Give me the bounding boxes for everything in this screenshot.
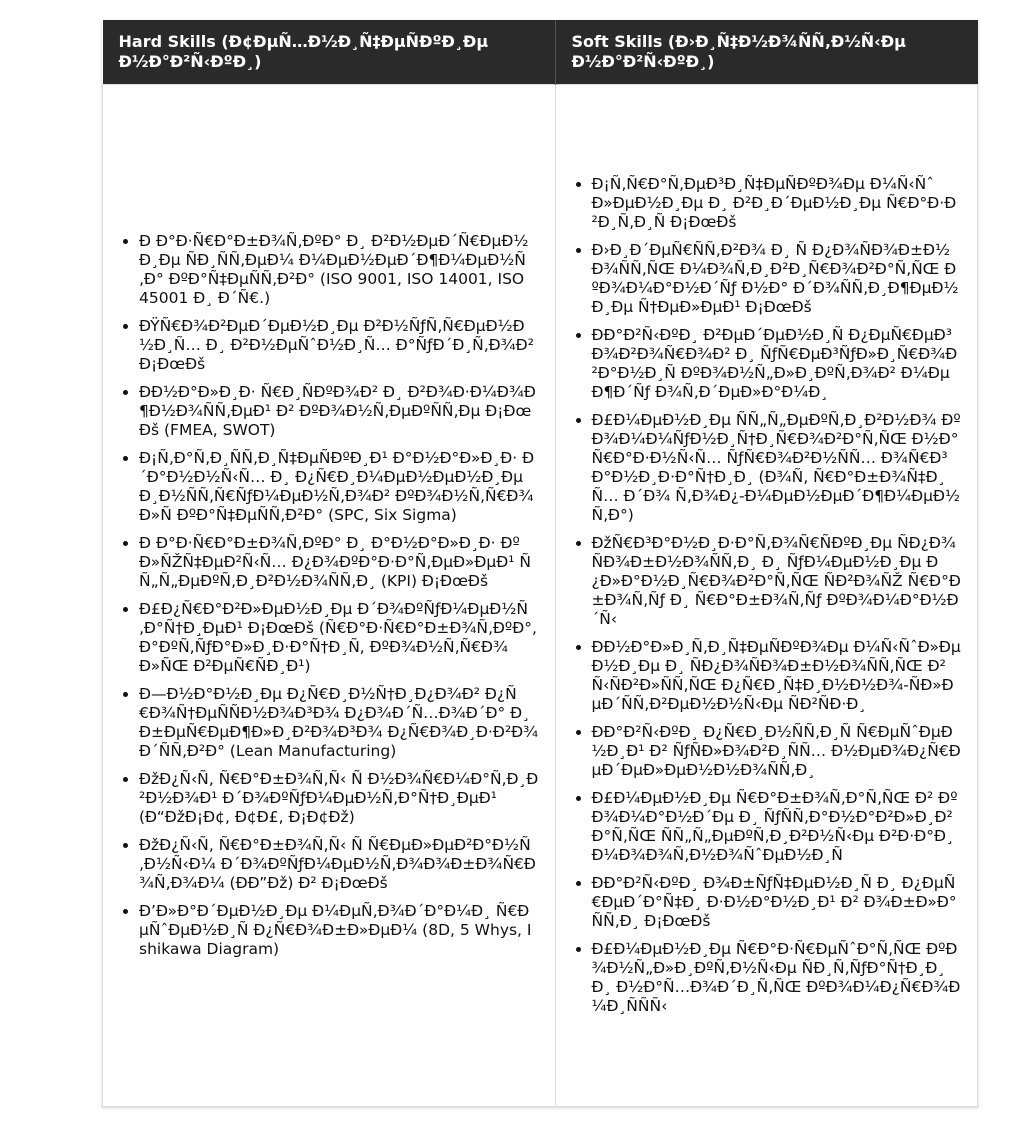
hard-skills-list [119,232,539,959]
hard-skill-item: • Ð Ð°Ð·Ñ€Ð°Ð±Ð¾Ñ‚ÐºÐ° Ð¸ Ð²Ð½ÐµÐ´Ñ€ÐµÐ½Ð¸Ðµ ÑÐ¸ÑÑ‚ÐµÐ¼ Ð¼ÐµÐ½ÐµÐ´Ð¶Ð¼ÐµÐ½Ñ‚Ð° ÐºÐ°Ñ‡ÐµÑÑ‚Ð²Ð° (ISO 9001, ISO 14001, ISO 45001 Ð¸ Ð´Ñ€.) [139,232,539,308]
soft-skills-cell [555,85,978,1107]
soft-skills-list [572,175,962,1016]
soft-skill-item: • ÐžÑ€Ð³Ð°Ð½Ð¸Ð·Ð°Ñ‚Ð¾Ñ€ÑÐºÐ¸Ðµ ÑÐ¿Ð¾ÑÐ¾Ð±Ð½Ð¾ÑÑ‚Ð¸ Ð¸ ÑƒÐ¼ÐµÐ½Ð¸Ðµ Ð¿Ð»Ð°Ð½Ð¸Ñ€Ð¾Ð²Ð°Ñ‚ÑŒ ÑÐ²Ð¾ÑŽ Ñ€Ð°Ð±Ð¾Ñ‚Ñƒ Ð¸ Ñ€Ð°Ð±Ð¾Ñ‚Ñƒ ÐºÐ¾Ð¼Ð°Ð½Ð´Ñ‹ [592,534,962,629]
hard-skill-item: • ÐžÐ¿Ñ‹Ñ‚ Ñ€Ð°Ð±Ð¾Ñ‚Ñ‹ Ñ Ð½Ð¾Ñ€Ð¼Ð°Ñ‚Ð¸Ð²Ð½Ð¾Ð¹ Ð´Ð¾ÐºÑƒÐ¼ÐµÐ½Ñ‚Ð°Ñ†Ð¸ÐµÐ¹ (Ð“ÐžÐ¡Ð¢, Ð¢Ð£, Ð¡Ð¢Ðž) [139,770,539,827]
skills-table [102,20,978,1107]
soft-skill-item: • Ð£Ð¼ÐµÐ½Ð¸Ðµ Ñ€Ð°Ð±Ð¾Ñ‚Ð°Ñ‚ÑŒ Ð² ÐºÐ¾Ð¼Ð°Ð½Ð´Ðµ Ð¸ ÑƒÑÑ‚Ð°Ð½Ð°Ð²Ð»Ð¸Ð²Ð°Ñ‚ÑŒ ÑÑ„Ñ„ÐµÐºÑ‚Ð¸Ð²Ð½Ñ‹Ðµ Ð²Ð·Ð°Ð¸Ð¼Ð¾Ð¾Ñ‚Ð½Ð¾ÑˆÐµÐ½Ð¸Ñ [592,789,962,865]
hard-skill-item: • ÐŸÑ€Ð¾Ð²ÐµÐ´ÐµÐ½Ð¸Ðµ Ð²Ð½ÑƒÑ‚Ñ€ÐµÐ½Ð½Ð¸Ñ… Ð¸ Ð²Ð½ÐµÑˆÐ½Ð¸Ñ… Ð°ÑƒÐ´Ð¸Ñ‚Ð¾Ð² Ð¡ÐœÐš [139,317,539,374]
hard-skill-item: • Ð—Ð½Ð°Ð½Ð¸Ðµ Ð¿Ñ€Ð¸Ð½Ñ†Ð¸Ð¿Ð¾Ð² Ð¿Ñ€Ð¾Ñ†ÐµÑÑÐ½Ð¾Ð³Ð¾ Ð¿Ð¾Ð´Ñ…Ð¾Ð´Ð° Ð¸ Ð±ÐµÑ€ÐµÐ¶Ð»Ð¸Ð²Ð¾Ð³Ð¾ Ð¿Ñ€Ð¾Ð¸Ð·Ð²Ð¾Ð´ÑÑ‚Ð²Ð° (Lean Manufacturing) [139,685,539,761]
hard-skill-item: • Ð¡Ñ‚Ð°Ñ‚Ð¸ÑÑ‚Ð¸Ñ‡ÐµÑÐºÐ¸Ð¹ Ð°Ð½Ð°Ð»Ð¸Ð· Ð´Ð°Ð½Ð½Ñ‹Ñ… Ð¸ Ð¿Ñ€Ð¸Ð¼ÐµÐ½ÐµÐ½Ð¸Ðµ Ð¸Ð½ÑÑ‚Ñ€ÑƒÐ¼ÐµÐ½Ñ‚Ð¾Ð² ÐºÐ¾Ð½Ñ‚Ñ€Ð¾Ð»Ñ ÐºÐ°Ñ‡ÐµÑÑ‚Ð²Ð° (SPC, Six Sigma) [139,449,539,525]
header-row [103,20,978,85]
soft-skill-item: • Ð›Ð¸Ð´ÐµÑ€ÑÑ‚Ð²Ð¾ Ð¸ Ñ Ð¿Ð¾ÑÐ¾Ð±Ð½Ð¾ÑÑ‚ÑŒ Ð¼Ð¾Ñ‚Ð¸Ð²Ð¸Ñ€Ð¾Ð²Ð°Ñ‚ÑŒ ÐºÐ¾Ð¼Ð°Ð½Ð´Ñƒ Ð½Ð° Ð´Ð¾ÑÑ‚Ð¸Ð¶ÐµÐ½Ð¸Ðµ Ñ†ÐµÐ»ÐµÐ¹ Ð¡ÐœÐš [592,241,962,317]
hard-skill-item: • ÐÐ½Ð°Ð»Ð¸Ð· Ñ€Ð¸ÑÐºÐ¾Ð² Ð¸ Ð²Ð¾Ð·Ð¼Ð¾Ð¶Ð½Ð¾ÑÑ‚ÐµÐ¹ Ð² ÐºÐ¾Ð½Ñ‚ÐµÐºÑÑ‚Ðµ Ð¡ÐœÐš (FMEA, SWOT) [139,383,539,440]
soft-skill-item: • Ð¡Ñ‚Ñ€Ð°Ñ‚ÐµÐ³Ð¸Ñ‡ÐµÑÐºÐ¾Ðµ Ð¼Ñ‹ÑˆÐ»ÐµÐ½Ð¸Ðµ Ð¸ Ð²Ð¸Ð´ÐµÐ½Ð¸Ðµ Ñ€Ð°Ð·Ð²Ð¸Ñ‚Ð¸Ñ Ð¡ÐœÐš [592,175,962,232]
skills-row [103,85,978,1107]
soft-skills-header: Soft Skills (Ð›Ð¸Ñ‡Ð½Ð¾ÑÑ‚Ð½Ñ‹Ðµ Ð½Ð°Ð²Ñ‹ÐºÐ¸) [555,20,978,85]
hard-skill-item: • Ð£Ð¿Ñ€Ð°Ð²Ð»ÐµÐ½Ð¸Ðµ Ð´Ð¾ÐºÑƒÐ¼ÐµÐ½Ñ‚Ð°Ñ†Ð¸ÐµÐ¹ Ð¡ÐœÐš (Ñ€Ð°Ð·Ñ€Ð°Ð±Ð¾Ñ‚ÐºÐ°, Ð°ÐºÑ‚ÑƒÐ°Ð»Ð¸Ð·Ð°Ñ†Ð¸Ñ, ÐºÐ¾Ð½Ñ‚Ñ€Ð¾Ð»ÑŒ Ð²ÐµÑ€ÑÐ¸Ð¹) [139,600,539,676]
hard-skill-item: • Ð’Ð»Ð°Ð´ÐµÐ½Ð¸Ðµ Ð¼ÐµÑ‚Ð¾Ð´Ð°Ð¼Ð¸ Ñ€ÐµÑˆÐµÐ½Ð¸Ñ Ð¿Ñ€Ð¾Ð±Ð»ÐµÐ¼ (8D, 5 Whys, Ishikawa Diagram) [139,902,539,959]
hard-skills-header: Hard Skills (Ð¢ÐµÑ…Ð½Ð¸Ñ‡ÐµÑÐºÐ¸Ðµ Ð½Ð°Ð²Ñ‹ÐºÐ¸) [103,20,556,85]
soft-skill-item: • ÐÐ°Ð²Ñ‹ÐºÐ¸ Ð¾Ð±ÑƒÑ‡ÐµÐ½Ð¸Ñ Ð¸ Ð¿ÐµÑ€ÐµÐ´Ð°Ñ‡Ð¸ Ð·Ð½Ð°Ð½Ð¸Ð¹ Ð² Ð¾Ð±Ð»Ð°ÑÑ‚Ð¸ Ð¡ÐœÐš [592,874,962,931]
soft-skill-item: • ÐÐ°Ð²Ñ‹ÐºÐ¸ Ð¿Ñ€Ð¸Ð½ÑÑ‚Ð¸Ñ Ñ€ÐµÑˆÐµÐ½Ð¸Ð¹ Ð² ÑƒÑÐ»Ð¾Ð²Ð¸ÑÑ… Ð½ÐµÐ¾Ð¿Ñ€ÐµÐ´ÐµÐ»ÐµÐ½Ð½Ð¾ÑÑ‚Ð¸ [592,723,962,780]
soft-skill-item: • Ð£Ð¼ÐµÐ½Ð¸Ðµ Ñ€Ð°Ð·Ñ€ÐµÑˆÐ°Ñ‚ÑŒ ÐºÐ¾Ð½Ñ„Ð»Ð¸ÐºÑ‚Ð½Ñ‹Ðµ ÑÐ¸Ñ‚ÑƒÐ°Ñ†Ð¸Ð¸ Ð¸ Ð½Ð°Ñ…Ð¾Ð´Ð¸Ñ‚ÑŒ ÐºÐ¾Ð¼Ð¿Ñ€Ð¾Ð¼Ð¸ÑÑÑ‹ [592,940,962,1016]
soft-skill-item: • ÐÐ½Ð°Ð»Ð¸Ñ‚Ð¸Ñ‡ÐµÑÐºÐ¾Ðµ Ð¼Ñ‹ÑˆÐ»ÐµÐ½Ð¸Ðµ Ð¸ ÑÐ¿Ð¾ÑÐ¾Ð±Ð½Ð¾ÑÑ‚ÑŒ Ð²Ñ‹ÑÐ²Ð»ÑÑ‚ÑŒ Ð¿Ñ€Ð¸Ñ‡Ð¸Ð½Ð½Ð¾-ÑÐ»ÐµÐ´ÑÑ‚Ð²ÐµÐ½Ð½Ñ‹Ðµ ÑÐ²ÑÐ·Ð¸ [592,638,962,714]
skills-table-container [102,20,978,1107]
soft-skill-item: • ÐÐ°Ð²Ñ‹ÐºÐ¸ Ð²ÐµÐ´ÐµÐ½Ð¸Ñ Ð¿ÐµÑ€ÐµÐ³Ð¾Ð²Ð¾Ñ€Ð¾Ð² Ð¸ ÑƒÑ€ÐµÐ³ÑƒÐ»Ð¸Ñ€Ð¾Ð²Ð°Ð½Ð¸Ñ ÐºÐ¾Ð½Ñ„Ð»Ð¸ÐºÑ‚Ð¾Ð² Ð¼ÐµÐ¶Ð´Ñƒ Ð¾Ñ‚Ð´ÐµÐ»Ð°Ð¼Ð¸ [592,326,962,402]
hard-skills-cell [103,85,556,1107]
hard-skill-item: • Ð Ð°Ð·Ñ€Ð°Ð±Ð¾Ñ‚ÐºÐ° Ð¸ Ð°Ð½Ð°Ð»Ð¸Ð· ÐºÐ»ÑŽÑ‡ÐµÐ²Ñ‹Ñ… Ð¿Ð¾ÐºÐ°Ð·Ð°Ñ‚ÐµÐ»ÐµÐ¹ ÑÑ„Ñ„ÐµÐºÑ‚Ð¸Ð²Ð½Ð¾ÑÑ‚Ð¸ (KPI) Ð¡ÐœÐš [139,534,539,591]
soft-skill-item: • Ð£Ð¼ÐµÐ½Ð¸Ðµ ÑÑ„Ñ„ÐµÐºÑ‚Ð¸Ð²Ð½Ð¾ ÐºÐ¾Ð¼Ð¼ÑƒÐ½Ð¸Ñ†Ð¸Ñ€Ð¾Ð²Ð°Ñ‚ÑŒ Ð½Ð° Ñ€Ð°Ð·Ð½Ñ‹Ñ… ÑƒÑ€Ð¾Ð²Ð½ÑÑ… Ð¾Ñ€Ð³Ð°Ð½Ð¸Ð·Ð°Ñ†Ð¸Ð¸ (Ð¾Ñ‚ Ñ€Ð°Ð±Ð¾Ñ‡Ð¸Ñ… Ð´Ð¾ Ñ‚Ð¾Ð¿-Ð¼ÐµÐ½ÐµÐ´Ð¶Ð¼ÐµÐ½Ñ‚Ð°) [592,411,962,525]
hard-skill-item: • ÐžÐ¿Ñ‹Ñ‚ Ñ€Ð°Ð±Ð¾Ñ‚Ñ‹ Ñ Ñ€ÐµÐ»ÐµÐ²Ð°Ð½Ñ‚Ð½Ñ‹Ð¼ Ð´Ð¾ÐºÑƒÐ¼ÐµÐ½Ñ‚Ð¾Ð¾Ð±Ð¾Ñ€Ð¾Ñ‚Ð¾Ð¼ (ÐÐ”Ðž) Ð² Ð¡ÐœÐš [139,836,539,893]
